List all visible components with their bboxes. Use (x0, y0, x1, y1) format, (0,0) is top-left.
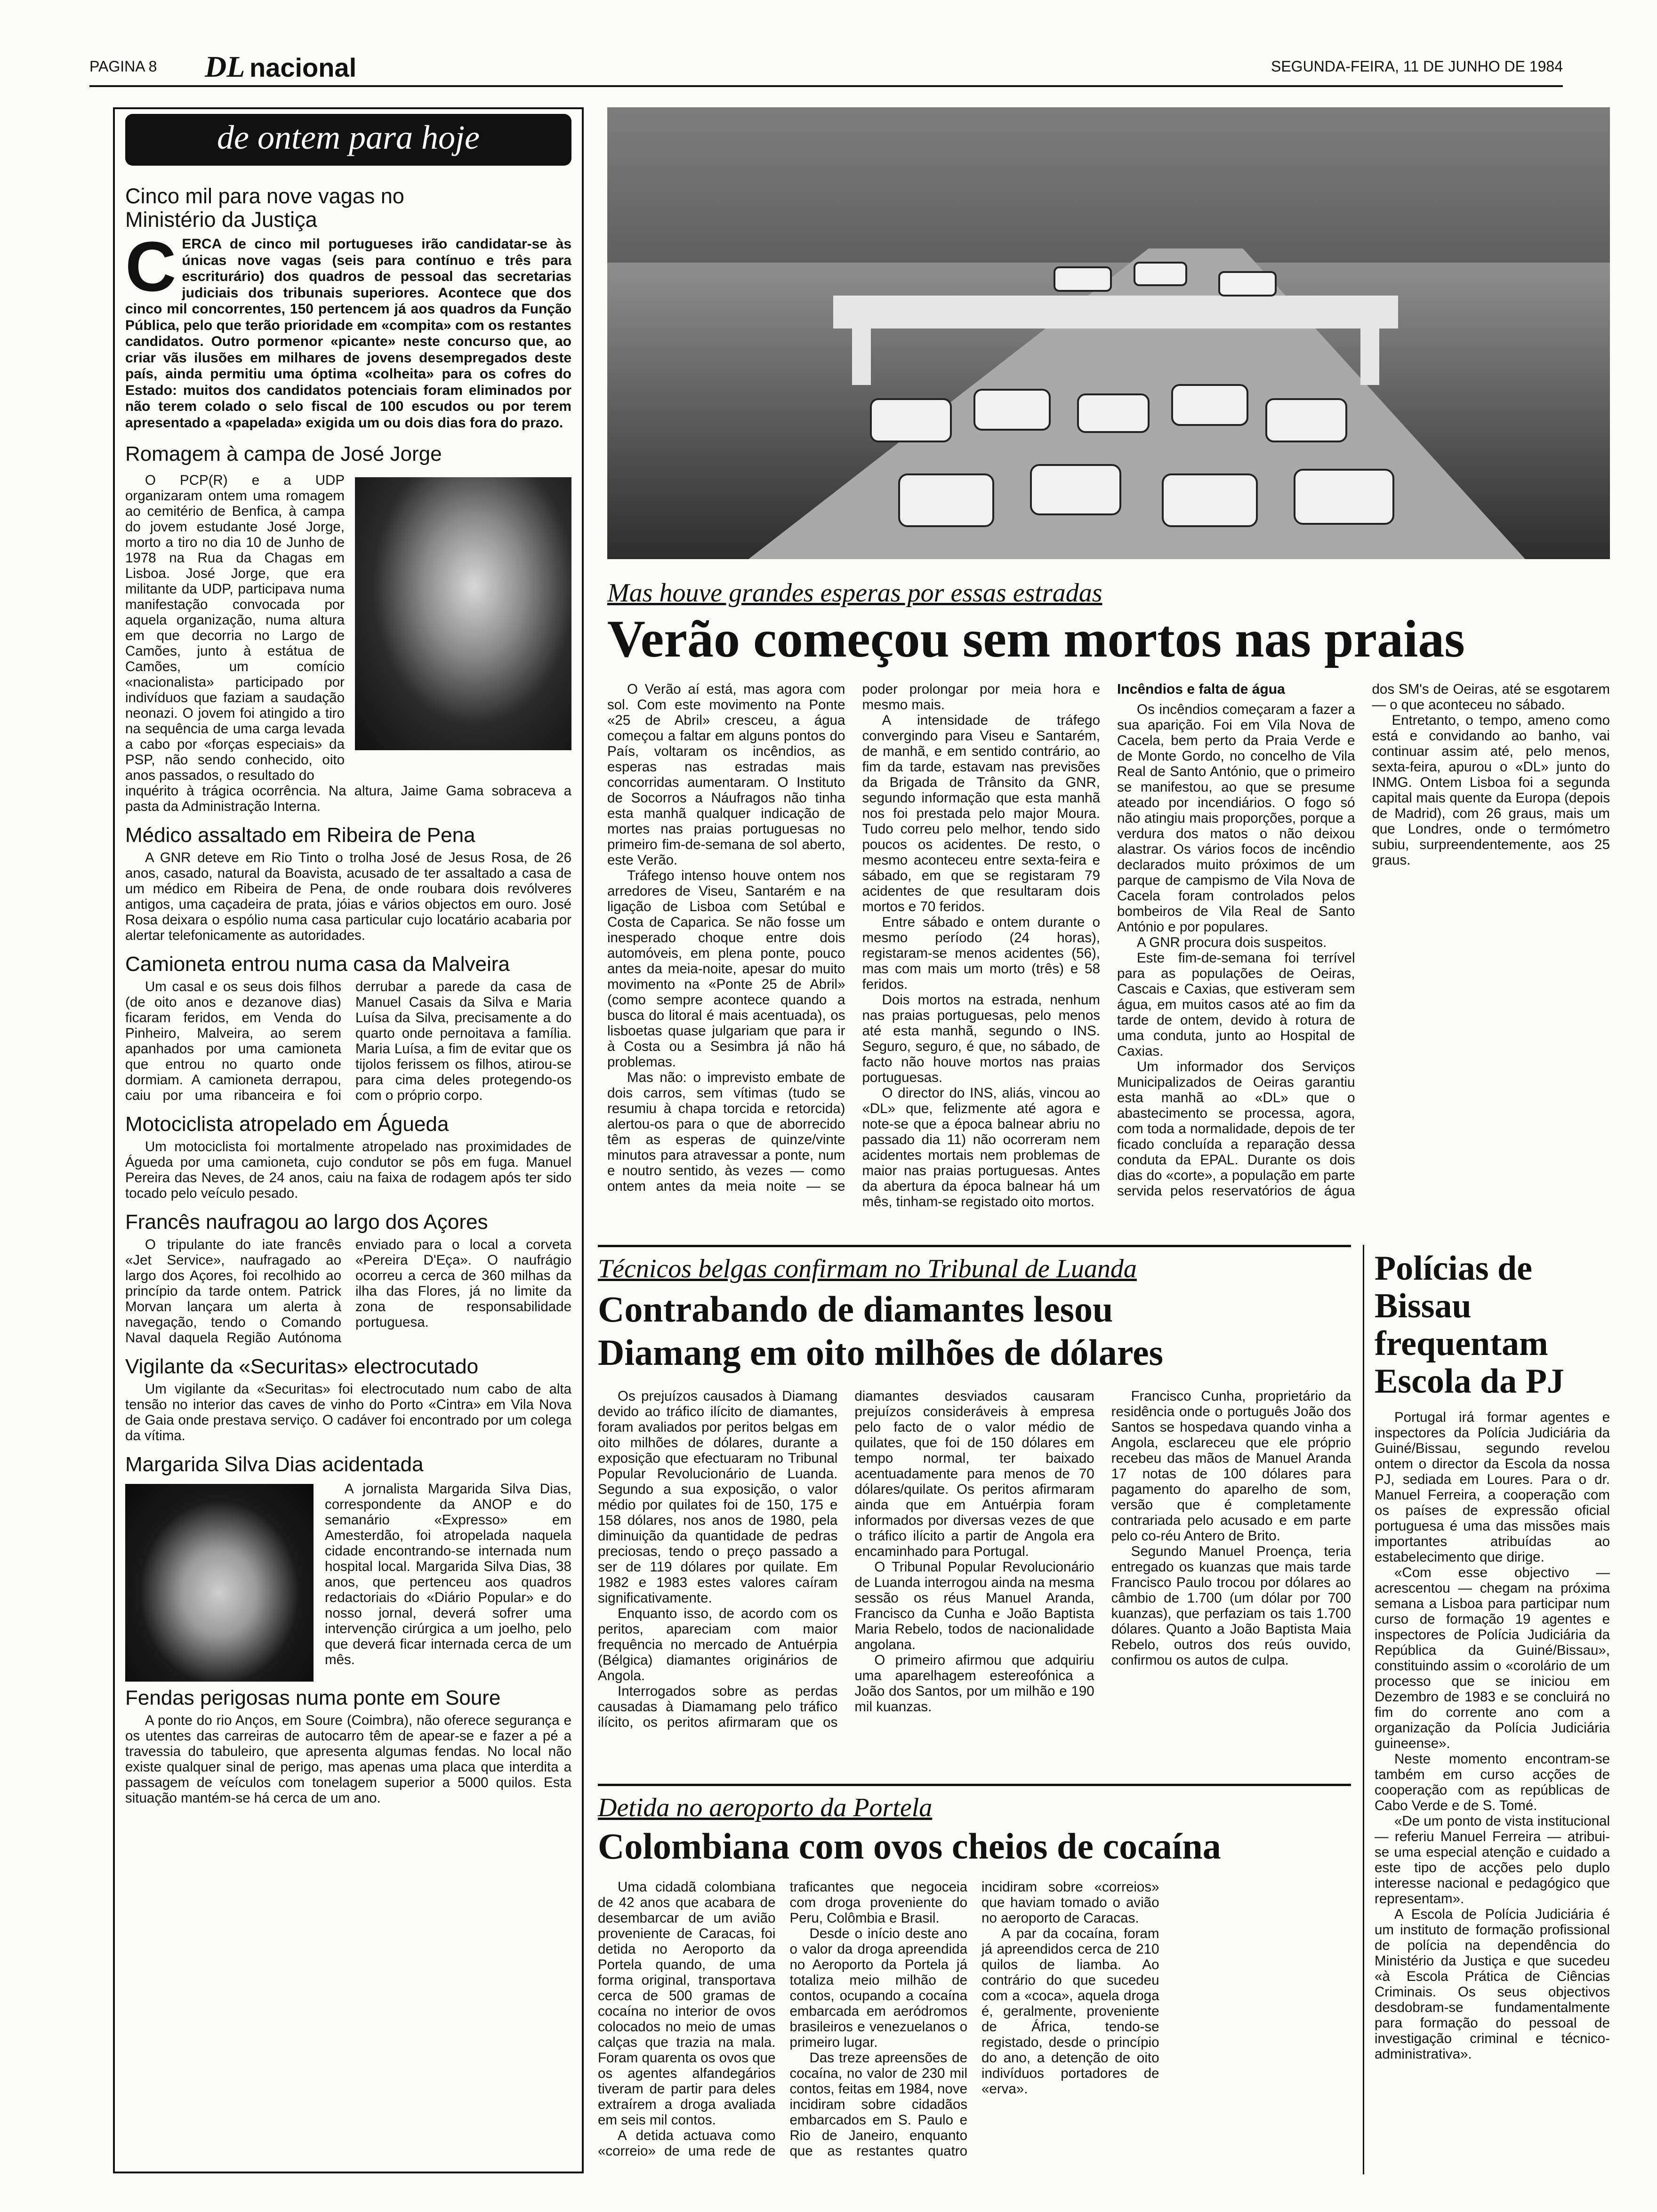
story-title: Camioneta entrou numa casa da Malveira (125, 953, 510, 976)
photo-jose-jorge (355, 477, 571, 750)
story-title: Romagem à campa de José Jorge (125, 442, 442, 465)
story-kicker: Detida no aeroporto da Portela (598, 1793, 933, 1822)
story-diamang (598, 1245, 1351, 1772)
story-title: Vigilante da «Securitas» electrocutado (125, 1355, 479, 1378)
story-romagem (125, 442, 571, 814)
story-margarida: Margarida Silva Dias acidentada A jornalista Margarida Silva Dias, correspondente da ANOP e do semanário «Expresso» em Amesterdão, foi atropelada naquela cidade encontrando-se internada num hospital local. Margarida Silva Dias, 38 anos, que pertenceu aos quadros redactoriais do «Diário Popular» e do nosso jornal, deverá sofrer uma intervenção cirúrgica a um joelho, pelo que deverá ficar internada cerca de um mês. (125, 1453, 571, 1667)
subheading: Incêndios e falta de água (1117, 681, 1285, 697)
story-medico: Médico assaltado em Ribeira de Pena A GNR deteve em Rio Tinto o trolha José de Jesus Rosa, de 26 anos, casado, natural da Boavista, acusado de ter assaltado a casa de um médico em Ribeira de Pena, de onde roubara dois revólveres antigos, uma caçadeira de prata, jóias e vários objectos em ouro. José Rosa deixara o espólio numa casa particular cujo locatário acabaria por alertar telefonicamente as autoridades. (125, 824, 571, 943)
story-kicker: Técnicos belgas confirmam no Tribunal de Luanda (598, 1254, 1137, 1283)
story-camioneta: Camioneta entrou numa casa da Malveira Um casal e os seus dois filhos (de oito anos e dezanove dias) ficaram feridos, em Venda do Pinheiro, Malveira, ao serem apanhados por uma camioneta que entrou no quarto onde dormiam. A camioneta derrapou, caiu por uma ribanceira e foi derrubar a parede da casa de Manuel Casais da Silva e Maria Luísa da Silva, precisamente a do quarto onde pernoitava a família. Maria Luísa, a fim de evitar que os tijolos ferissem os filhos, atirou-se para cima deles protegendo-os com o próprio corpo. (125, 953, 571, 1103)
story-title: Cinco mil para nove vagas no Ministério da Justiça (125, 184, 404, 232)
traffic-photo (607, 107, 1610, 559)
photo-margarida (125, 1484, 314, 1682)
story-bissau (1363, 1245, 1610, 2174)
story-headline: Contrabando de diamantes lesou Diamang em oito milhões de dólares (598, 1289, 1164, 1373)
story-cocaina (598, 1784, 1351, 2174)
page-header (89, 49, 1563, 87)
story-title: Fendas perigosas numa ponte em Soure (125, 1686, 501, 1709)
story-headline: Colombiana com ovos cheios de cocaína (598, 1826, 1221, 1867)
story-body: CERCA de cinco mil portugueses irão candidatar-se às únicas nove vagas (seis para contínuo e três para escriturário) dos quadros de pessoal das secretarias judiciais dos tribunais superiores. Acontece que dos cinco mil concorrentes, 150 pertencem já aos quadros da Função Pública, pelo que terão prioridade em «compita» com os restantes candidatos. Outro pormenor «picante» neste concurso que, ao criar vãs ilusões em milhares de jovens desempregados deste país, ainda permitiu uma óptima «colheita» para os cofres do Estado: muitos dos candidatos potenciais foram eliminados por não terem colado o selo fiscal de 100 escudos ou por terem apresentado a «papelada» exigida um ou dois dias fora do prazo. (125, 227, 571, 431)
story-headline: Polícias de Bissau frequentam Escola da PJ (1375, 1249, 1564, 1401)
story-title: Médico assaltado em Ribeira de Pena (125, 824, 475, 847)
story-body: O Verão aí está, mas agora com sol. Com este movimento na Ponte «25 de Abril» cresceu, a água começou a faltar em alguns pontos do País, voltaram os incêndios, as esperas nas estradas mais concorridas aumentaram. O Instituto de Socorros a Náufragos não tinha esta manhã qualquer indicação de mortes nas praias portuguesas no primeiro fim-de-semana de sol aberto, este Verão. Tráfego intenso houve ontem nos arredores de Viseu, Santarém e na ligação de Lisboa com Setúbal e Costa de Caparica. Se não fosse um inesperado choque entre dois automóveis, em plena ponte, pouco antes da meia-noite, apesar do muito movimento na «Ponte 25 de Abril» (como sempre acontece quando a busca do litoral é mais acentuada), os lisboetas quase julgariam que para ir à Costa ou a Sesimbra já não há problemas. Mas não: o imprevisto embate de dois carros, sem vítimas (tudo se resumiu à chapa torcida e retorcida) alertou-os para o que de aborrecido têm as esperas de quinze/vinte minutos para atravessar a ponte, num e noutro sentido, às vezes — como ontem antes da meia noite — se poder prolongar por meia hora e mesmo mais. A intensidade de tráfego convergindo para Viseu e Santarém, de manhã, e em sentido contrário, ao fim da tarde, estavam nas previsões da Brigada de Trânsito da GNR, segundo informação que esta manhã nos foi prestada pelo major Moura. Tudo correu pelo melhor, tendo sido poucos os acidentes. De resto, o mesmo aconteceu entre sexta-feira e sábado, em que se registaram 79 acidentes de que resultaram dois mortos e 70 feridos. Entre sábado e ontem durante o mesmo período (24 horas), registaram-se menos acidentes (56), mas com mais um morto (três) e 58 feridos. Dois mortos na estrada, nenhum nas praias portuguesas, pelo menos até esta manhã, segundo o INS. Seguro, seguro, é que, no sábado, de facto não houve mortos nas praias portuguesas. O director do INS, aliás, vincou ao «DL» que, felizmente até agora e note-se que a época balnear abriu no passado dia 11) não ocorreram nem acidentes mortais nem problemas de maior nas praias portuguesas. Antes da abertura da época balnear há um mês, tinham-se registado oito mortos. Incêndios e falta de água Os incêndios começaram a fazer a sua aparição. Foi em Vila Nova de Cacela, bem perto da Praia Verde e de Monte Gordo, no concelho de Vila Real de Santo António, que o primeiro se manifestou, ao que se presume ateado por incendiários. O fogo só não atingiu mais proporções, porque a verdura dos matos o não deixou alastrar. Os vários focos de incêndio declarados muito próximos de um parque de campismo de Vila Nova de Cacela foram controlados pelos bombeiros de Vila Real de Santo António e por populares. A GNR procura dois suspeitos. Este fim-de-semana foi terrível para as populações de Oeiras, Cascais e Caxias, que estiveram sem água, em muitos casos até ao fim da tarde de ontem, devido à rotura de uma conduta, junto ao Hospital de Caxias. Um informador dos Serviços Municipalizados de Oeiras garantiu esta manhã ao «DL» que o abastecimento se processa, agora, com toda a normalidade, depois de ter ficado concluída a reparação dessa conduta da EPAL. Durante os dois dias do «corte», a população em parte servida pelos reservatórios de água dos SM's de Oeiras, até se esgotarem — o que aconteceu no sábado. Entretanto, o tempo, ameno como está e convidando ao banho, vai continuar assim até, pelo menos, sexta-feira, apurou o «DL» junto do INMG. Ontem Lisboa foi a segunda capital mais quente da Europa (depois de Madrid), com 26 graus, mais um que Londres, onde o termómetro subiu, surpreendentemente, aos 25 graus. (607, 681, 1610, 1210)
issue-date: SEGUNDA-FEIRA, 11 DE JUNHO DE 1984 (1271, 58, 1563, 75)
section-banner: de ontem para hoje (125, 114, 571, 166)
section-name: nacional (249, 53, 357, 82)
story-kicker: Mas houve grandes esperas por essas estradas (607, 578, 1102, 608)
story-motociclista: Motociclista atropelado em Águeda Um motociclista foi mortalmente atropelado nas proximidades de Águeda por uma camioneta, cujo condutor se pôs em fuga. Manuel Pereira das Neves, de 24 anos, caiu na faixa de rodagem após ter sido tocado pelo veículo pesado. (125, 1113, 571, 1201)
story-frances: Francês naufragou ao largo dos Açores O tripulante do iate francês «Jet Service», naufragado ao largo dos Açores, foi recolhido ao princípio da tarde ontem. Patrick Morvan lançara um alerta à navegação, tendo o Comando Naval daquela Região Autónoma enviado para o local a corveta «Pereira D'Eça». O naufrágio ocorreu a cerca de 360 milhas da ilha das Flores, já no limite da zona de responsabilidade portuguesa. (125, 1210, 571, 1346)
page-number: PAGINA 8 (89, 58, 157, 75)
story-body: Portugal irá formar agentes e inspectores da Polícia Judiciária da Guiné/Bissau, segundo revelou ontem o director da Escola da nossa PJ, sediada em Loures. Para o dr. Manuel Ferreira, a cooperação com os países de expressão oficial portuguesa é uma das missões mais importantes atribuídas ao estabelecimento que dirige. «Com esse objectivo — acrescentou — chegam na próxima semana a Lisboa para participar num curso de formação 19 agentes e inspectores de Polícia Judiciária da República da Guiné/Bissau», constituindo assim o «corolário de um processo que se iniciou em Dezembro de 1983 e se concluirá no fim do corrente ano com a organização da Polícia Judiciária guineense». Neste momento encontram-se também em curso acções de cooperação com as repúblicas de Cabo Verde e de S. Tomé. «De um ponto de vista institucional — referiu Manuel Ferreira — atribui-se uma especial atenção e cuidado a este tipo de acções pelo duplo interesse nacional e pedagógico que representam». A Escola de Polícia Judiciária é um instituto de formação profissional de polícia na dependência do Ministério da Justiça e que sucedeu «à Escola Prática de Ciências Criminais. Os seus objectivos desdobram-se fundamentalmente para formação do pessoal de investigação criminal e técnico-administrativa». (1375, 1410, 1610, 2062)
story-body: Os prejuízos causados à Diamang devido ao tráfico ilícito de diamantes, foram avaliados por peritos belgas em oito milhões de dólares, durante a exposição que efectuaram no Tribunal Popular Revolucionário de Luanda. Segundo a sua exposição, o valor médio por quilates foi de 150, 175 e 158 dólares, nos anos de 1980, pela diminuição da quantidade de pedras preciosas, tendo o preço passado a ser de 119 dólares por quilate. Em 1982 e 1983 estes valores caíram significativamente. Enquanto isso, de acordo com os peritos, apareciam com maior frequência no mercado de Antuérpia (Bélgica) diamantes originários de Angola. Interrogados sobre as perdas causadas à Diamamang pelo tráfico ilícito, os peritos afirmaram que os diamantes desviados causaram prejuízos consideráveis à empresa pelo facto de o valor médio de quilates, que foi de 150 dólares em tempo normal, ter baixado acentuadamente para menos de 70 dólares/quilate. Os peritos afirmaram ainda que em Antuérpia foram informados por diversas vezes de que o tráfico ilícito a partir de Angola era encaminhado para Portugal. O Tribunal Popular Revolucionário de Luanda interrogou ainda na mesma sessão os réus Manuel Aranda, Francisco da Cunha e João Baptista Maria Rebelo, todos de nacionalidade angolana. O primeiro afirmou que adquiriu uma aparelhagem estereofónica a João dos Santos, por um milhão e 190 mil kuanzas. Francisco Cunha, proprietário da residência onde o português João dos Santos se hospedava quando vinha a Angola, esclareceu que ele próprio recebeu das mãos de Manuel Aranda 17 notas de 100 dólares para pagamento do aparelho de som, versão que é completamente contrariada pelo acusado e em parte pelo co-réu Antero de Brito. Segundo Manuel Proença, teria entregado os kuanzas que mais tarde Francisco Paulo trocou por dólares ao câmbio de 1.700 (um dólar por 700 kuanzas), que perfaziam os tais 1.700 dólares. Quanto a João Baptista Maia Rebelo, outros dos reús ouvido, confirmou os autos de culpa. (598, 1388, 1351, 1730)
newspaper-logo: DL (205, 50, 245, 83)
story-vigilante: Vigilante da «Securitas» electrocutado Um vigilante da «Securitas» foi electrocutado num cabo de alta tensão no interior das caves de vinho do Porto «Cintra» em Vila Nova de Gaia onde prestava serviço. O cadáver foi encontrado por um colega da vítima. (125, 1355, 571, 1443)
left-column (113, 107, 584, 2173)
story-headline: Verão começou sem mortos nas praias (607, 610, 1465, 668)
story-body: Uma cidadã colombiana de 42 anos que acabara de desembarcar de um avião proveniente de Caracas, foi detida no Aeroporto da Portela quando, de uma forma original, transportava cerca de 500 gramas de cocaína no interior de ovos colocados no meio de umas calças que trazia na mala. Foram quarenta os ovos que os agentes alfandegários tiveram de partir para deles extraírem a droga avaliada em seis mil contos. A detida actuava como «correio» de uma rede de traficantes que negoceia com droga proveniente do Peru, Colômbia e Brasil. Desde o início deste ano o valor da droga apreendida no Aeroporto da Portela já totaliza meio milhão de contos, ocupando a cocaína embarcada em aeródromos brasileiros e venezuelanos o primeiro lugar. Das treze apreensões de cocaína, no valor de 230 mil contos, feitas em 1984, nove incidiram sobre cidadãos embarcados em S. Paulo e Rio de Janeiro, enquanto que as restantes quatro incidiram sobre «correios» que haviam tomado o avião no aeroporto de Caracas. A par da cocaína, foram já apreendidos cerca de 210 quilos de liamba. Ao contrário do que sucedeu com a «coca», aquela droga é, geralmente, proveniente de África, tendo-se registado, desde o princípio do ano, a detenção de oito indivíduos portadores de «erva». (598, 1879, 1159, 2159)
story-title: Margarida Silva Dias acidentada (125, 1453, 424, 1476)
story-praias (607, 579, 1610, 1228)
story-title: Francês naufragou ao largo dos Açores (125, 1210, 488, 1234)
drop-cap: C (125, 227, 177, 306)
story-ponte: Fendas perigosas numa ponte em Soure A ponte do rio Anços, em Soure (Coimbra), não oferece segurança e os utentes das carreiras de autocarro têm de apear-se e fazer a pé a travessia do tabuleiro, que apresenta algumas fendas. No local não existe qualquer sinal de perigo, mas apenas uma placa que interdita a passagem de veículos com tonelagem superior a 5000 quilos. Esta situação mantém-se há cerca de um ano. (125, 1686, 571, 1806)
story-body: O PCP(R) e a UDP organizaram ontem uma romagem ao cemitério de Benfica, à campa do jovem estudante José Jorge, morto a tiro no dia 10 de Junho de 1978 na Rua da Chagas em Lisboa. José Jorge, que era militante da UDP, participava numa manifestação convocada por aquela organização, numa altura em que decorria no Largo de Camões, junto à estátua de Camões, um comício «nacionalista» participado por indivíduos que faziam a saudação neonazi. O jovem foi atingido a tiro na sequência de uma carga levada a cabo por «forças especiais» da PSP, não sendo conhecido, oito anos passados, o resultado do inquérito à trágica ocorrência. Na altura, Jaime Gama sobraceva a pasta da Administração Interna. (125, 473, 571, 814)
story-vagas (125, 184, 571, 431)
traffic-photo-image (607, 107, 1610, 559)
story-title: Motociclista atropelado em Águeda (125, 1113, 449, 1136)
